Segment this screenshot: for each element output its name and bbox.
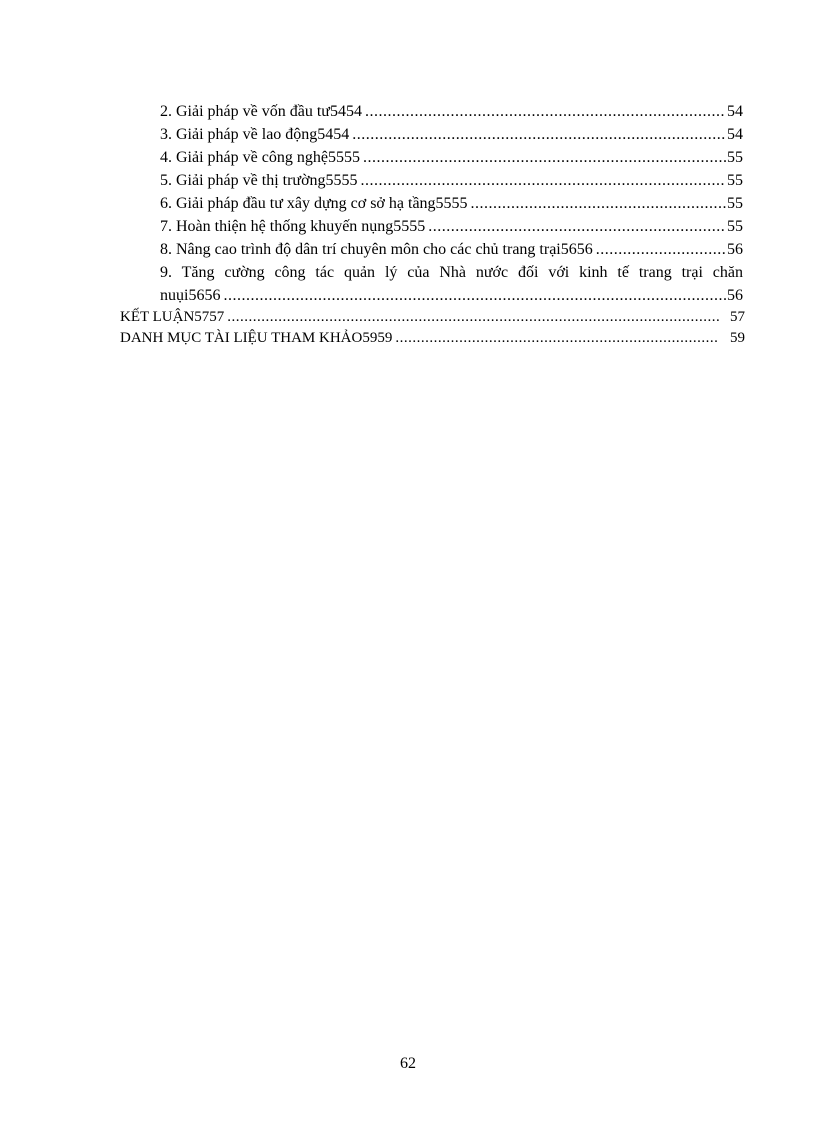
toc-entry-market[interactable] <box>160 170 743 192</box>
toc-entry-page: 56 <box>727 241 743 258</box>
toc-entry-page: 55 <box>727 149 743 166</box>
toc-entry-page: 59 <box>730 330 745 346</box>
toc-entry-title: nuụi5656 <box>160 287 221 304</box>
toc-entry-education[interactable] <box>160 239 743 261</box>
toc-entry-capital-investment[interactable] <box>160 101 743 123</box>
toc-entry-page: 55 <box>727 218 743 235</box>
toc-entry-title: 3. Giải pháp về lao động5454 <box>160 126 350 143</box>
toc-dot-leader <box>596 239 726 261</box>
toc-entry-title: 4. Giải pháp về công nghệ5555 <box>160 149 360 166</box>
toc-entry-state-management[interactable] <box>160 285 743 307</box>
toc-entry-page: 54 <box>727 103 743 120</box>
toc-dot-leader <box>428 216 726 238</box>
toc-entry-references[interactable] <box>120 327 745 349</box>
page-number: 62 <box>400 1055 416 1072</box>
toc-entry-title: DANH MỤC TÀI LIỆU THAM KHẢO5959 <box>120 330 393 346</box>
toc-dot-leader <box>227 306 719 328</box>
toc-entry-title: 5. Giải pháp về thị trường5555 <box>160 172 358 189</box>
toc-dot-leader <box>365 101 726 123</box>
toc-entry-extension-system[interactable] <box>160 216 743 238</box>
toc-dot-leader <box>471 193 726 215</box>
toc-entry-page: 57 <box>730 309 745 325</box>
toc-entry-title: KẾT LUẬN5757 <box>120 309 225 325</box>
toc-entry-title: 7. Hoàn thiện hệ thống khuyến nụng5555 <box>160 218 426 235</box>
toc-entry-conclusion[interactable] <box>120 306 745 328</box>
toc-dot-leader <box>361 170 726 192</box>
toc-dot-leader <box>223 285 726 307</box>
toc-entry-title: 8. Nâng cao trình độ dân trí chuyên môn cho các chủ trang trại5656 <box>160 241 593 258</box>
toc-entry-page: 55 <box>727 172 743 189</box>
toc-entry-page: 56 <box>727 287 743 304</box>
toc-entry-page: 54 <box>727 126 743 143</box>
toc-entry-title: 6. Giải pháp đầu tư xây dựng cơ sở hạ tầng5555 <box>160 195 468 212</box>
toc-entry-infrastructure[interactable] <box>160 193 743 215</box>
toc-dot-leader <box>395 327 719 349</box>
toc-dot-leader <box>363 147 726 169</box>
toc-entry-labor[interactable] <box>160 124 743 146</box>
toc-entry-technology[interactable] <box>160 147 743 169</box>
toc-entry-title: 2. Giải pháp về vốn đầu tư5454 <box>160 103 362 120</box>
toc-entry-state-management-line1[interactable]: 9. Tăng cường công tác quản lý của Nhà nước đối với kinh tế trang trại chăn <box>160 264 743 281</box>
toc-entry-page: 55 <box>727 195 743 212</box>
toc-dot-leader <box>352 124 726 146</box>
